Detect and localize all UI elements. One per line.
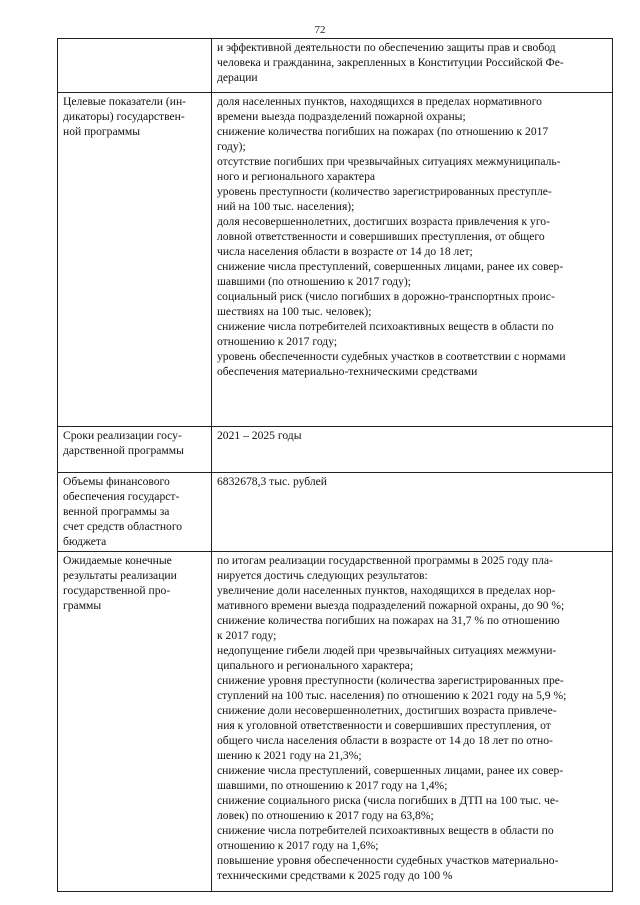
- row-content-line: снижение числа преступлений, совершенных лицами, ранее их совер-: [217, 260, 564, 273]
- row-content-line: снижение числа преступлений, совершенных лицами, ранее их совер-: [217, 764, 564, 777]
- row-label: [58, 473, 212, 552]
- row-label: [58, 93, 212, 427]
- row-content-line: снижение доли несовершеннолетних, достигших возраста привлече-: [217, 704, 557, 717]
- row-label-line: граммы: [63, 599, 102, 612]
- row-content-line: ного и регионального характера: [217, 170, 376, 183]
- row-content-line: техническими средствами к 2025 году до 100 %: [217, 869, 453, 882]
- row-content-line: времени выезда подразделений пожарной охраны;: [217, 110, 466, 123]
- row-content-line: отношению к 2017 году на 1,6%;: [217, 839, 379, 852]
- row-label-line: дикаторы) государствен-: [63, 110, 185, 123]
- row-label-line: результаты реализации: [63, 569, 177, 582]
- row-content-line: мативного времени выезда подразделений пожарной охраны, до 90 %;: [217, 599, 565, 612]
- row-label-line: бюджета: [63, 535, 107, 548]
- row-label: [58, 427, 212, 473]
- page-number: 72: [314, 24, 326, 36]
- row-content: [212, 39, 613, 93]
- row-content-line: шавшими, по отношению к 2017 году на 1,4%;: [217, 779, 448, 792]
- row-content-line: к 2017 году;: [217, 629, 277, 642]
- table-row-continuation: [58, 39, 613, 93]
- row-content-line: нируется достичь следующих результатов:: [217, 569, 428, 582]
- row-content-line: снижение социального риска (числа погибших в ДТП на 100 тыс. че-: [217, 794, 559, 807]
- row-content-line: увеличение доли населенных пунктов, находящихся в пределах нор-: [217, 584, 556, 597]
- row-content-line: человека и гражданина, закрепленных в Конституции Российской Фе-: [217, 56, 564, 69]
- row-label-line: государственной про-: [63, 584, 171, 597]
- row-content-line: снижение числа потребителей психоактивных веществ в области по: [217, 320, 554, 333]
- row-content-line: доля населенных пунктов, находящихся в пределах нормативного: [217, 95, 542, 108]
- row-content-line: уровень преступности (количество зарегистрированных преступле-: [217, 185, 552, 198]
- row-content-line: 2021 – 2025 годы: [217, 429, 302, 442]
- table-row-funding-volume: [58, 473, 613, 552]
- row-content-line: числа населения области в возрасте от 14 до 18 лет;: [217, 245, 473, 258]
- row-content-line: снижение уровня преступности (количества зарегистрированных пре-: [217, 674, 564, 687]
- row-content-line: шению к 2021 году на 21,3%;: [217, 749, 362, 762]
- row-label-line: дарственной программы: [63, 444, 184, 457]
- row-content-line: снижение числа потребителей психоактивных веществ в области по: [217, 824, 554, 837]
- table-row-implementation-terms: [58, 427, 613, 473]
- row-content: [212, 427, 613, 473]
- row-label: [58, 552, 212, 892]
- row-label-line: обеспечения государст-: [63, 490, 180, 503]
- row-content-line: доля несовершеннолетних, достигших возраста привлечения к уго-: [217, 215, 550, 228]
- row-content: [212, 93, 613, 427]
- program-passport-table: [57, 38, 613, 892]
- row-content-line: общего числа населения области в возрасте от 14 до 18 лет по отно-: [217, 734, 553, 747]
- row-content-line: ний на 100 тыс. населения);: [217, 200, 355, 213]
- row-content-line: ступлений на 100 тыс. населения) по отношению к 2021 году на 5,9 %;: [217, 689, 567, 702]
- row-content-line: отсутствие погибших при чрезвычайных ситуациях межмуниципаль-: [217, 155, 561, 168]
- row-content-line: отношению к 2017 году;: [217, 335, 338, 348]
- row-content-line: снижение количества погибших на пожарах на 31,7 % по отношению: [217, 614, 560, 627]
- table-row-expected-results: [58, 552, 613, 892]
- row-content-line: ловек) по отношению к 2017 году на 63,8%;: [217, 809, 434, 822]
- row-label-line: Ожидаемые конечные: [63, 554, 172, 567]
- row-content: [212, 552, 613, 892]
- row-content-line: ния к уголовной ответственности и совершивших преступления, от: [217, 719, 551, 732]
- row-label: [58, 39, 212, 93]
- row-content-line: социальный риск (число погибших в дорожно-транспортных проис-: [217, 290, 555, 303]
- row-content-line: году);: [217, 140, 246, 153]
- row-content-line: недопущение гибели людей при чрезвычайных ситуациях межмуни-: [217, 644, 557, 657]
- row-label-line: Целевые показатели (ин-: [63, 95, 187, 108]
- row-content-line: снижение количества погибших на пожарах (по отношению к 2017: [217, 125, 549, 138]
- row-label-line: венной программы за: [63, 505, 170, 518]
- row-content-line: обеспечения материально-техническими средствами: [217, 365, 478, 378]
- row-content-line: ловной ответственности и совершивших преступления, от общего: [217, 230, 545, 243]
- row-content-line: 6832678,3 тыс. рублей: [217, 475, 328, 488]
- row-label-line: Сроки реализации госу-: [63, 429, 182, 442]
- row-content-line: ципального и регионального характера;: [217, 659, 414, 672]
- row-content-line: и эффективной деятельности по обеспечению защиты прав и свобод: [217, 41, 556, 54]
- row-content-line: дерации: [217, 71, 258, 84]
- row-content-line: уровень обеспеченности судебных участков в соответствии с нормами: [217, 350, 566, 363]
- row-label-line: Объемы финансового: [63, 475, 170, 488]
- row-content-line: по итогам реализации государственной программы в 2025 году пла-: [217, 554, 553, 567]
- row-label-line: счет средств областного: [63, 520, 183, 533]
- row-content: [212, 473, 613, 552]
- table-row-target-indicators: [58, 93, 613, 427]
- row-content-line: повышение уровня обеспеченности судебных участков материально-: [217, 854, 559, 867]
- row-label-line: ной программы: [63, 125, 141, 138]
- row-content-line: шествиях на 100 тыс. человек);: [217, 305, 372, 318]
- row-content-line: шавшими (по отношению к 2017 году);: [217, 275, 411, 288]
